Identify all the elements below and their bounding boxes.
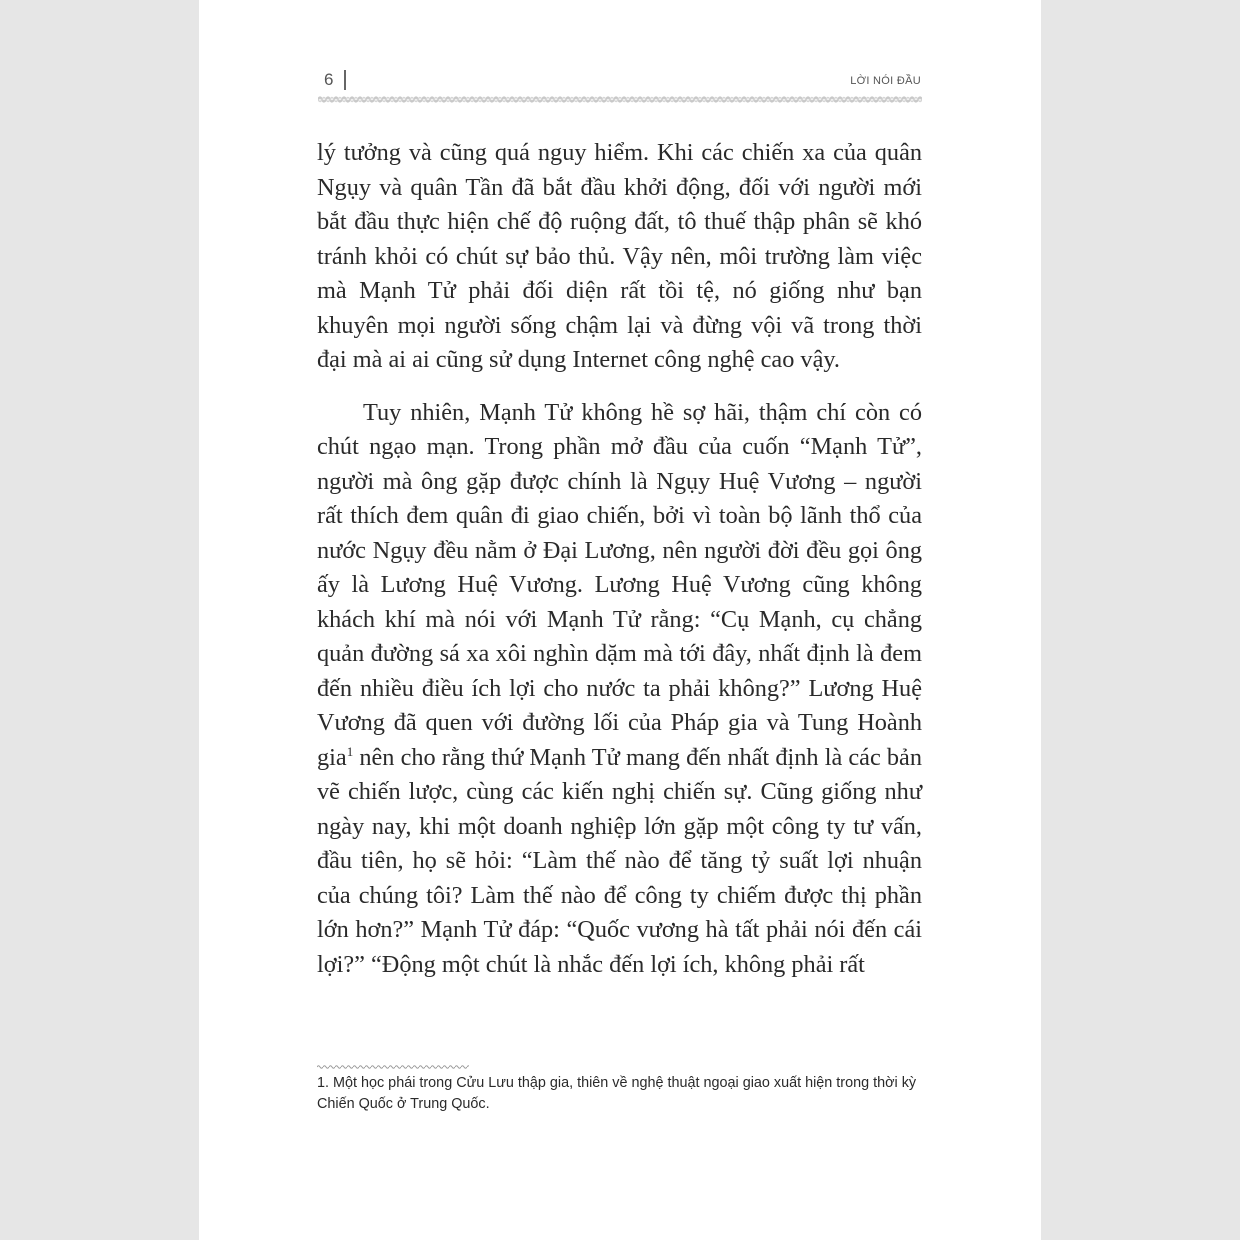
book-page — [199, 0, 1041, 1240]
page-number-divider — [344, 70, 346, 90]
body-text — [317, 136, 922, 982]
footnote: 1. Một học phái trong Cửu Lưu thập gia, thiên về nghệ thuật ngoại giao xuất hiện trong thời kỳ Chiến Quốc ở Trung Quốc. — [317, 1075, 917, 1112]
header-wavy-rule — [318, 95, 922, 104]
footnote-marker[interactable]: 1 — [346, 743, 354, 759]
running-title: LỜI NÓI ĐẦU — [850, 75, 921, 87]
page-number: 6 — [324, 70, 334, 89]
paragraph-text: nên cho rằng thứ Mạnh Tử mang đến nhất định là các bản vẽ chiến lược, cùng các kiến nghị chiến sự. Cũng giống như ngày nay, khi một doanh nghiệp lớn gặp một công ty tư vấn, đầu tiên, họ sẽ hỏi: “Làm thế nào để tăng tỷ suất lợi nhuận của chúng tôi? Làm thế nào để công ty chiếm được thị phần lớn hơn?” Mạnh Tử đáp: “Quốc vương hà tất phải nói đến cái lợi?” “Động một chút là nhắc đến lợi ích, không phải rất — [317, 743, 922, 978]
page-header — [318, 68, 922, 96]
paragraph-text: Tuy nhiên, Mạnh Tử không hề sợ hãi, thậm chí còn có chút ngạo mạn. Trong phần mở đầu của cuốn “Mạnh Tử”, người mà ông gặp được chính là Ngụy Huệ Vương – người rất thích đem quân đi giao chiến, bởi vì toàn bộ lãnh thổ của nước Ngụy đều nằm ở Đại Lương, nên người đời đều gọi ông ấy là Lương Huệ Vương. Lương Huệ Vương cũng không khách khí mà nói với Mạnh Tử rằng: “Cụ Mạnh, cụ chẳng quản đường sá xa xôi nghìn dặm mà tới đây, nhất định là đem đến nhiều điều ích lợi cho nước ta phải không?” Lương Huệ Vương đã quen với đường lối của Pháp gia và Tung Hoành gia — [317, 398, 922, 771]
paragraph — [317, 396, 922, 983]
footnote-wavy-rule — [317, 1064, 469, 1070]
paragraph: lý tưởng và cũng quá nguy hiểm. Khi các chiến xa của quân Ngụy và quân Tần đã bắt đầu khởi động, đối với người mới bắt đầu thực hiện chế độ ruộng đất, tô thuế thập phân sẽ khó tránh khỏi có chút sự bảo thủ. Vậy nên, môi trường làm việc mà Mạnh Tử phải đối diện rất tồi tệ, nó giống như bạn khuyên mọi người sống chậm lại và đừng vội vã trong thời đại mà ai ai cũng sử dụng Internet công nghệ cao vậy. — [317, 139, 922, 373]
